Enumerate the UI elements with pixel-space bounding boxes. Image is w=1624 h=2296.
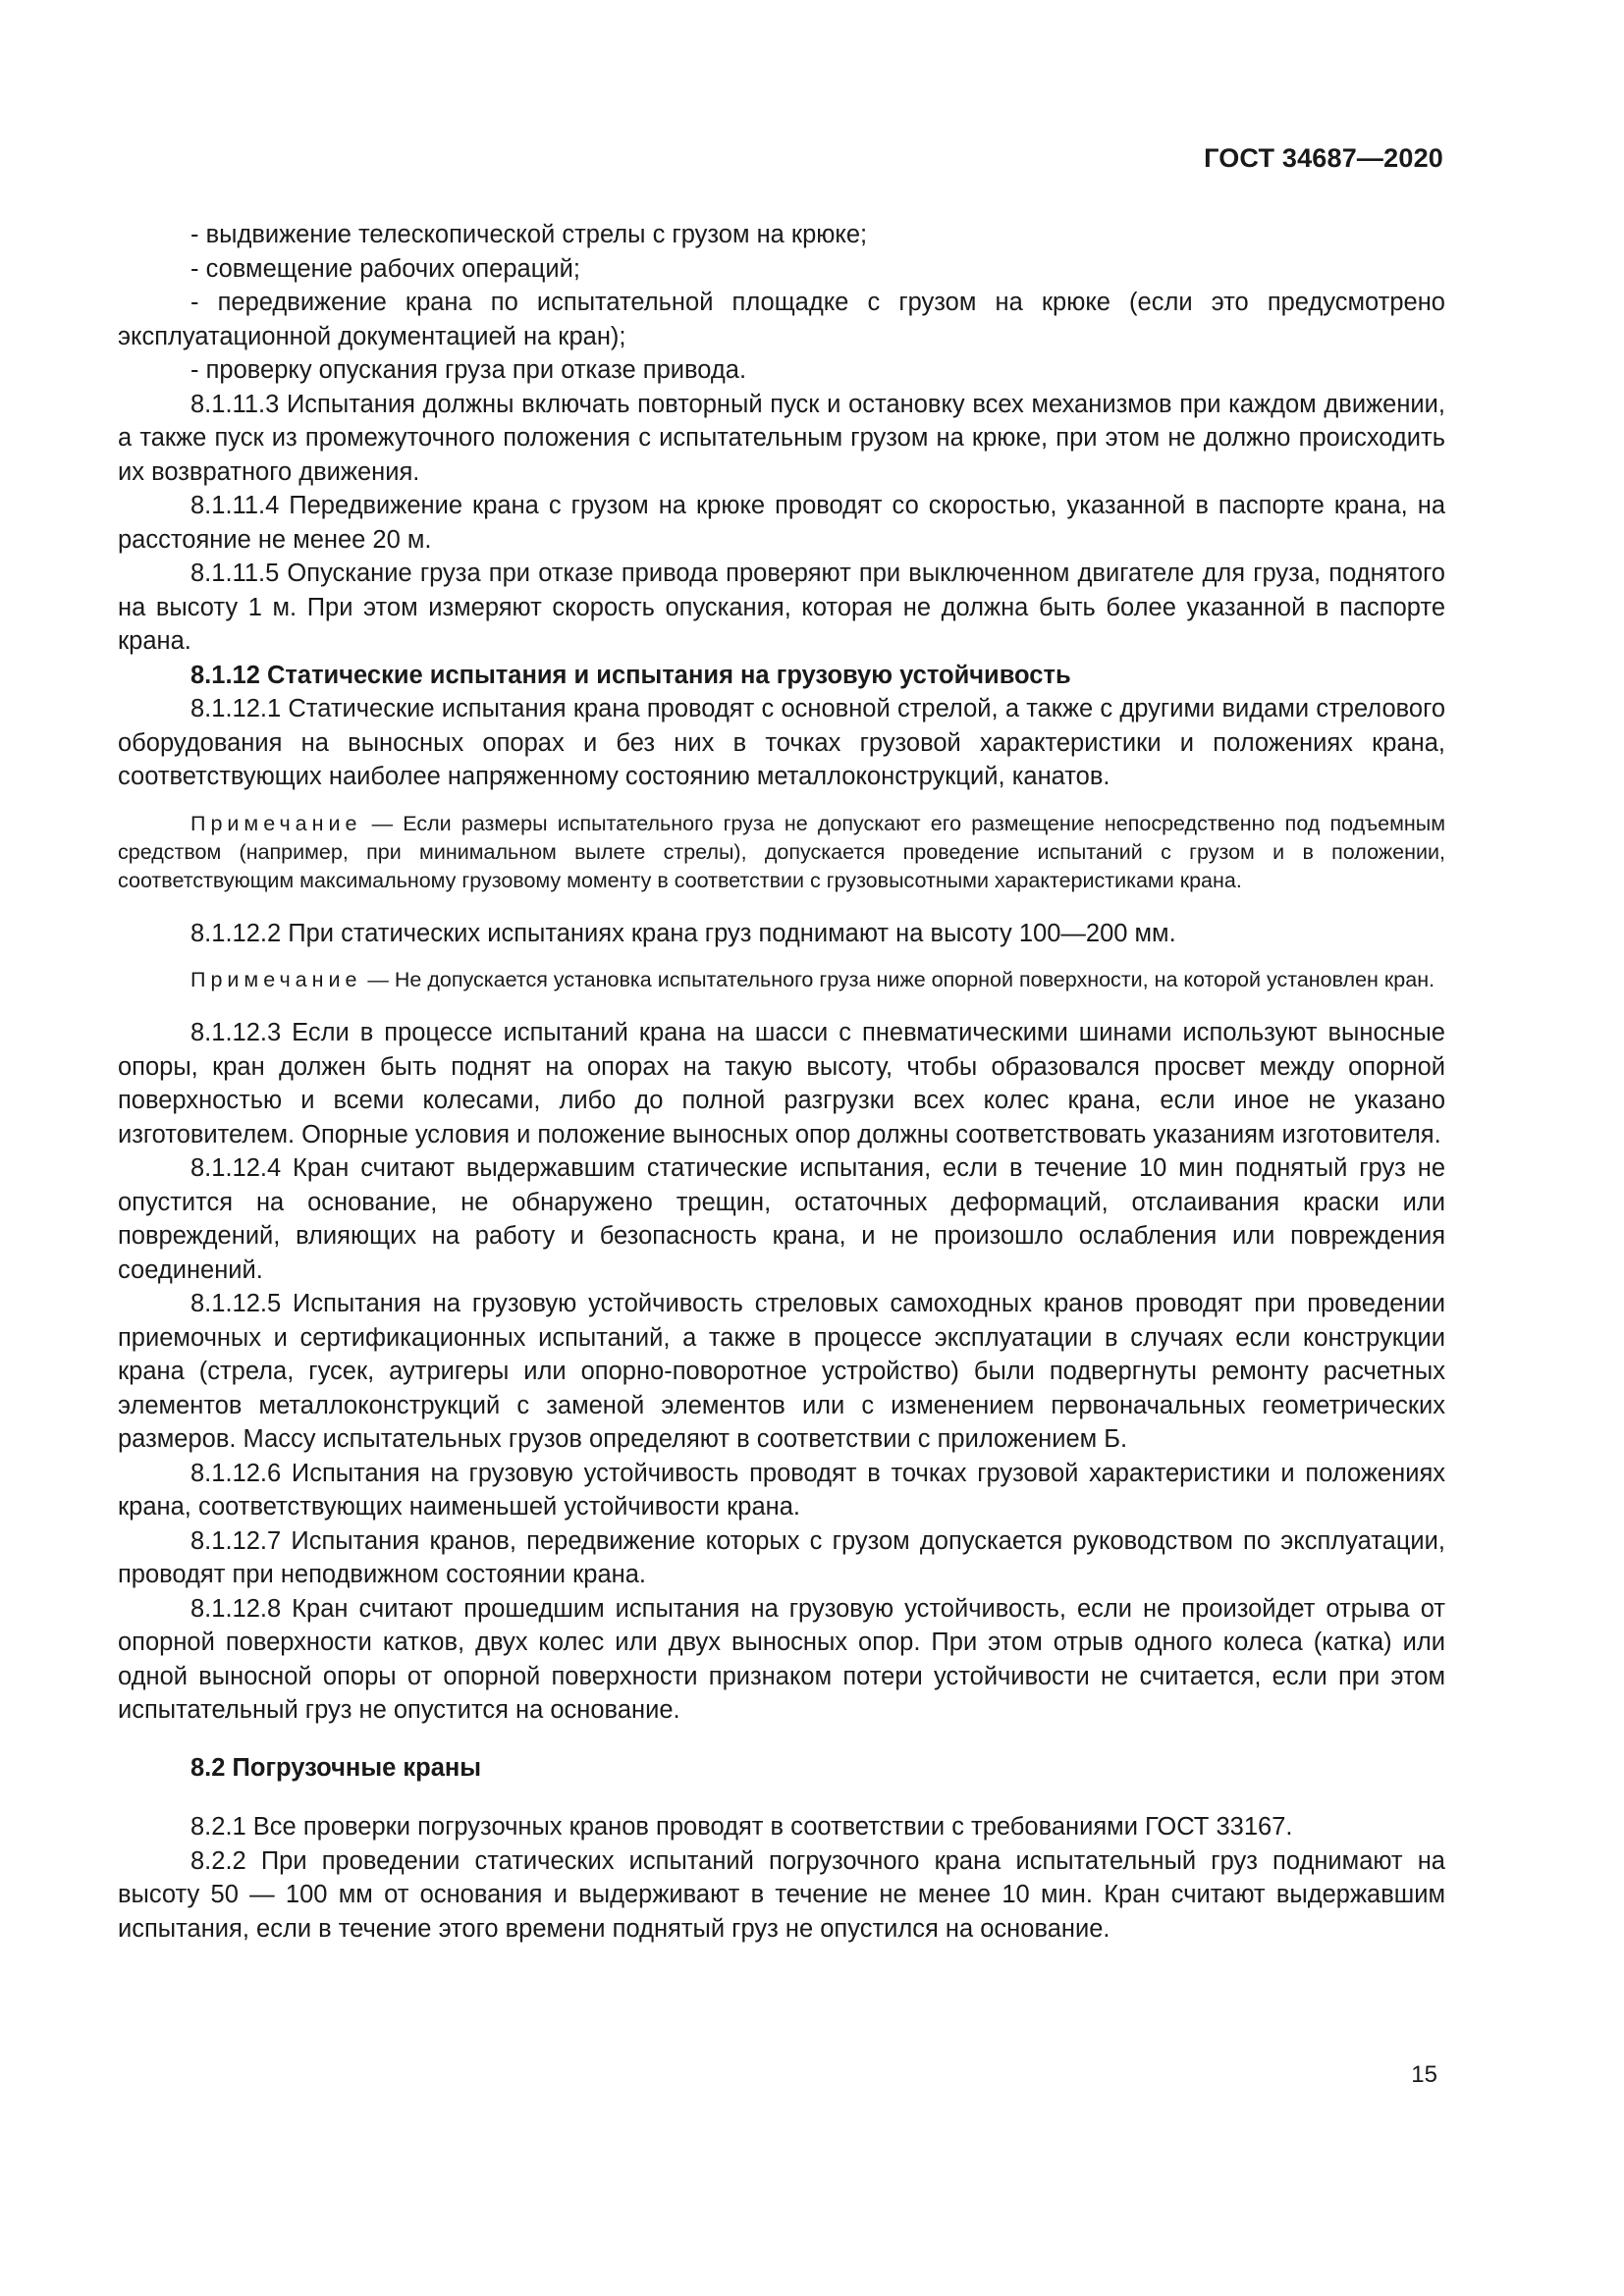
clause-8-1-11-4: 8.1.11.4 Передвижение крана с грузом на крюке проводят со скоростью, указанной в паспорте крана, на расстояние не менее 20 м. — [118, 492, 1445, 554]
bullet-crane-travel: - передвижение крана по испытательной площадке с грузом на крюке (если это предусмотрено эксплуатационной документацией на кран); — [118, 289, 1445, 350]
note-text: — Не допускается установка испытательного груза ниже опорной поверхности, на которой установлен кран. — [361, 968, 1435, 991]
note-1 — [118, 810, 1445, 895]
note-label: Примечание — [190, 968, 362, 991]
bullet-load-lowering-check: - проверку опускания груза при отказе привода. — [190, 356, 747, 384]
document-body — [118, 218, 1445, 1946]
clause-8-1-12-4: 8.1.12.4 Кран считают выдержавшим статические испытания, если в течение 10 мин поднятый груз не опустится на основание, не обнаружено трещин, остаточных деформаций, отслаивания краски или повреждений, влияющих на работу и безопасность крана, и не произошло ослабления или повреждения соединений. — [118, 1154, 1445, 1284]
clause-8-2-2: 8.2.2 При проведении статических испытаний погрузочного крана испытательный груз поднимают на высоту 50 — 100 мм от основания и выдерживают в течение не менее 10 мин. Кран считают выдержавшим испытания, если в течение этого времени поднятый груз не опустился на основание. — [118, 1846, 1445, 1943]
clause-8-1-12-1: 8.1.12.1 Статические испытания крана проводят с основной стрелой, а также с другими видами стрелового оборудования на выносных опорах и без них в точках грузовой характеристики и положениях крана, соответствующих наиболее напряженному состоянию металлоконструкций, канатов. — [118, 695, 1445, 790]
note-text: — Если размеры испытательного груза не допускают его размещение непосредственно под подъемным средством (например, при минимальном вылете стрелы), допускается проведение испытаний с грузом и в положении, соответствующим максимальному грузовому моменту в соответствии с грузовысотными характеристиками крана. — [118, 811, 1445, 892]
heading-8-1-12: 8.1.12 Статические испытания и испытания на грузовую устойчивость — [190, 661, 1071, 689]
clause-8-1-11-5: 8.1.11.5 Опускание груза при отказе привода проверяют при выключенном двигателе для груза, поднятого на высоту 1 м. При этом измеряют скорость опускания, которая не должна быть более указанной в паспорте крана. — [118, 560, 1445, 655]
clause-8-1-12-6: 8.1.12.6 Испытания на грузовую устойчивость проводят в точках грузовой характеристики и положениях крана, соответствующих наименьшей устойчивости крана. — [118, 1459, 1445, 1521]
document-header: ГОСТ 34687—2020 — [1204, 143, 1443, 173]
note-label: Примечание — [190, 811, 362, 835]
clause-8-1-12-7: 8.1.12.7 Испытания кранов, передвижение которых с грузом допускается руководством по эксплуатации, проводят при неподвижном состоянии крана. — [118, 1526, 1445, 1588]
clause-8-1-12-8: 8.1.12.8 Кран считают прошедшим испытания на грузовую устойчивость, если не произойдет отрыва от опорной поверхности катков, двух колес или двух выносных опор. При этом отрыв одного колеса (катка) или одной выносной опоры от опорной поверхности признаком потери устойчивости не считается, если при этом испытательный груз не опустится на основание. — [118, 1594, 1445, 1724]
bullet-telescopic-boom: - выдвижение телескопической стрелы с грузом на крюке; — [190, 221, 868, 248]
bullet-combined-operations: - совмещение рабочих операций; — [190, 254, 580, 283]
clause-8-2-1: 8.2.1 Все проверки погрузочных кранов проводят в соответствии с требованиями ГОСТ 33167. — [190, 1813, 1293, 1841]
clause-8-1-12-3: 8.1.12.3 Если в процессе испытаний крана на шасси с пневматическими шинами используют выносные опоры, кран должен быть поднят на опорах на такую высоту, чтобы образовался просвет между опорной поверхностью и всеми колесами, либо до полной разгрузки всех колес крана, если иное не указано изготовителем. Опорные условия и положение выносных опор должны соответствовать указаниям изготовителя. — [118, 1019, 1445, 1148]
clause-8-1-12-2: 8.1.12.2 При статических испытаниях крана груз поднимают на высоту 100—200 мм. — [190, 919, 1176, 947]
clause-8-1-11-3: 8.1.11.3 Испытания должны включать повторный пуск и остановку всех механизмов при каждом движении, а также пуск из промежуточного положения с испытательным грузом на крюке, при этом не должно происходить их возвратного движения. — [118, 390, 1445, 486]
clause-8-1-12-5: 8.1.12.5 Испытания на грузовую устойчивость стреловых самоходных кранов проводят при проведении приемочных и сертификационных испытаний, а также в процессе эксплуатации в случаях если конструкции крана (стрела, гусек, аутригеры или опорно-поворотное устройство) были подвергнуты ремонту расчетных элементов металлоконструкций с заменой элементов или с изменением первоначальных геометрических размеров. Массу испытательных грузов определяют в соответствии с приложением Б. — [118, 1290, 1445, 1453]
note-2 — [118, 966, 1445, 994]
page-number: 15 — [1411, 2061, 1437, 2088]
heading-8-2: 8.2 Погрузочные краны — [190, 1753, 482, 1782]
